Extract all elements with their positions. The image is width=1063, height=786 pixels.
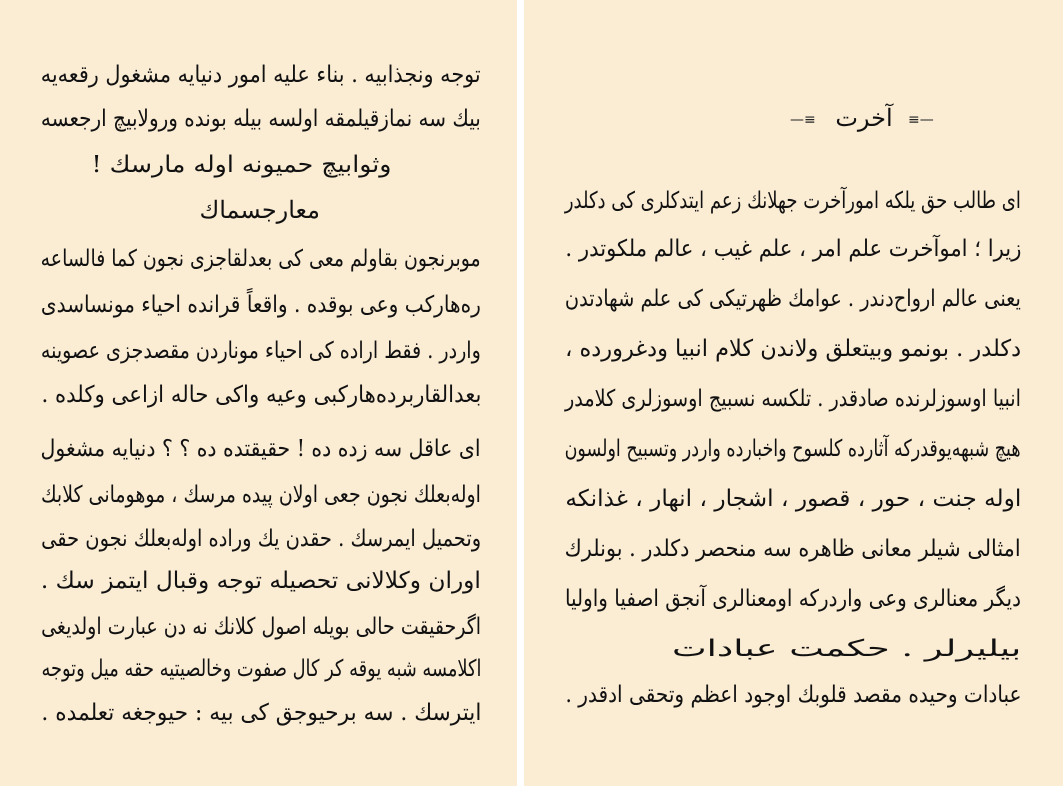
- text-line: اگرحقیقت حالی بویله اصول کلانك نه دن عبارت اولدیغی: [41, 614, 481, 640]
- text-line: وثوابیچ حمیونه اوله مارسك !: [91, 152, 391, 178]
- text-line: انبیا اوسوزلرنده صادقدر . تلکسه نسبیج اوسوزلری کلامدر: [565, 386, 1021, 412]
- section-heading: معارجسماك: [199, 196, 320, 224]
- text-line: دکلدر . بونمو وبیتعلق ولاندن کلام انبیا ودغرورده ،: [565, 336, 1021, 362]
- text-line: بعدالقاربرده‌هارکبی وعیه واکی حاله ازاعی وکلده .: [41, 382, 481, 408]
- text-line: ره‌هارکب وعی بوقده . واقعاً قرانده احیاء مونساسدی: [41, 292, 481, 318]
- text-line: دیگر معنالری وعی واردرکه اومعنالری آنجق اصفیا واولیا: [565, 586, 1021, 612]
- text-line: امثالی شیلر معانی ظاهره سه منحصر دکلدر . بونلرك: [565, 536, 1021, 562]
- text-line: ایترسك . سه برحیوجق کی بیه : حیوجغه تعلمده .: [41, 700, 481, 726]
- text-line: هیچ شبهه‌یوقدرکه آثارده کلسوح واخبارده واردر وتسبیح اولسون: [565, 436, 1021, 462]
- text-line: اوران وکلالانی تحصیله توجه وقبال ایتمز سك .: [41, 568, 481, 594]
- text-line: زیرا ؛ اموآخرت علم امر ، علم غیب ، عالم ملکوتدر .: [565, 236, 1021, 262]
- left-page: [0, 0, 517, 786]
- text-line: اوله جنت ، حور ، قصور ، اشجار ، انهار ، غذانکه: [565, 486, 1021, 512]
- text-line: اکلامسه شبه یوقه کر کال صفوت وخالصیتیه حقه میل وتوجه: [41, 656, 481, 682]
- text-line: اوله‌بعلك نجون جعی اولان پیده مرسك ، موهومانی کلابك: [41, 482, 481, 508]
- text-line: توجه ونجذابیه . بناء علیه امور دنیایه مشغول رقعه‌یه: [41, 62, 481, 88]
- ornament-right: ≡—: [908, 112, 934, 128]
- text-line: بیك سه نمازقیلمقه اولسه بیله بونده ورولابیچ ارجعسه: [41, 106, 481, 132]
- text-line: وتحمیل ایمرسك . حقدن یك وراده اوله‌بعلك نجون حقی: [41, 526, 481, 552]
- text-line: ای عاقل سه زده ده ! حقیقتده ده ؟ ؟ دنیایه مشغول: [41, 436, 481, 462]
- page-heading: آخرت: [835, 104, 893, 132]
- text-line: بیلیرلر . حکمت عبادات: [671, 636, 1021, 662]
- ornament-left: —≡: [790, 112, 816, 128]
- text-line: عبادات وحیده مقصد قلوبك اوجود اعظم وتحقی ادقدر .: [565, 682, 1021, 708]
- right-page: [524, 0, 1063, 786]
- text-line: واردر . فقط اراده کی احیاء موناردن مقصدجزی عصوینه: [41, 338, 481, 364]
- text-line: ای طالب حق یلکه امورآخرت جهلانك زعم ایتدكلری کی دکلدر: [565, 188, 1021, 214]
- text-line: یعنی عالم ارواح‌دندر . عوامك ظهرتیکی کی علم شهادتدن: [565, 286, 1021, 312]
- text-line: موبرنجون بقاولم معی کی بعدلقاجزی نجون کما فالساعه: [41, 246, 481, 272]
